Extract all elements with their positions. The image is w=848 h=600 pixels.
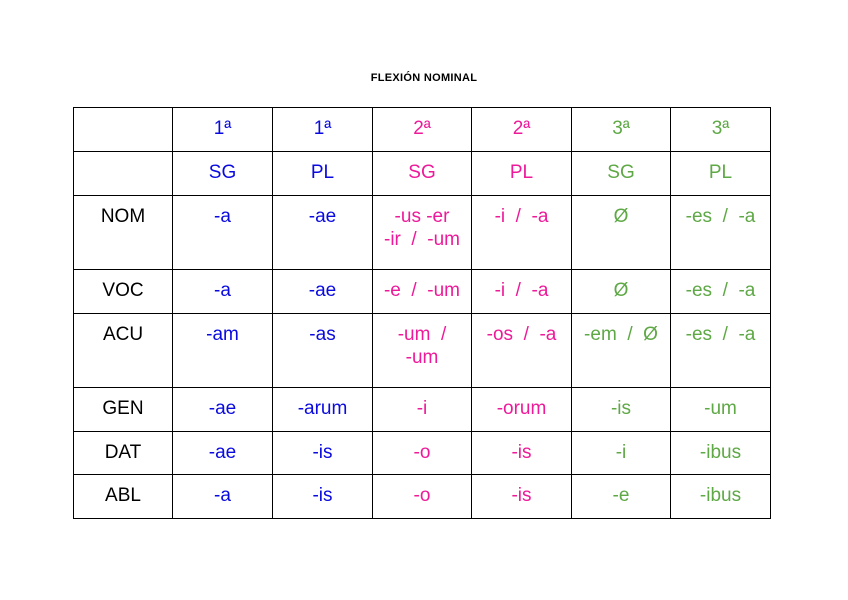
ending-cell — [671, 270, 771, 314]
ending-text: -us -er — [394, 206, 450, 227]
table-row — [74, 314, 771, 388]
ending-text: -ae — [208, 398, 237, 419]
ending-cell — [572, 388, 671, 432]
ending-text: -i / -a — [494, 280, 549, 301]
ending-cell — [572, 475, 671, 519]
ending-text: -is — [312, 485, 333, 506]
declension-header-cell: 1ª — [273, 108, 373, 152]
ending-text: Ø — [613, 280, 629, 301]
ending-cell — [373, 475, 472, 519]
ending-text: -is — [312, 442, 333, 463]
ending-text: -is — [610, 398, 632, 419]
ending-text: -e — [612, 485, 630, 506]
case-label: VOC — [102, 280, 144, 301]
ending-cell — [671, 475, 771, 519]
ending-cell — [472, 475, 572, 519]
ending-text: -i — [615, 442, 627, 463]
ending-cell — [472, 270, 572, 314]
ending-text: -es / -a — [685, 280, 756, 301]
ending-text: -es / -a — [685, 324, 756, 345]
ending-text: -ibus — [699, 485, 742, 506]
ending-cell — [273, 314, 373, 388]
corner-cell — [74, 152, 173, 196]
ending-text: -is — [511, 442, 532, 463]
ending-text: -i — [416, 398, 428, 419]
ending-cell — [173, 432, 273, 475]
ending-text: -as — [309, 324, 336, 345]
ending-cell — [173, 196, 273, 270]
case-label: GEN — [102, 398, 144, 419]
case-label-cell — [74, 270, 173, 314]
declension-header-cell: 2ª — [472, 108, 572, 152]
number-header-cell: PL — [671, 152, 771, 196]
ending-text: -um — [405, 347, 439, 368]
ending-text: -i / -a — [494, 206, 549, 227]
number-header-cell: SG — [373, 152, 472, 196]
ending-text: -a — [214, 206, 231, 227]
ending-cell — [273, 432, 373, 475]
ending-cell — [273, 388, 373, 432]
ending-cell — [273, 196, 373, 270]
ending-cell — [572, 270, 671, 314]
number-header-cell: SG — [173, 152, 273, 196]
header-row-number — [74, 152, 771, 196]
ending-text: -a — [214, 485, 231, 506]
page-title: FLEXIÓN NOMINAL — [370, 72, 478, 84]
ending-text: -ibus — [699, 442, 742, 463]
ending-cell — [273, 270, 373, 314]
case-label-cell — [74, 432, 173, 475]
case-label: ABL — [105, 485, 141, 506]
ending-cell — [373, 270, 472, 314]
ending-cell — [572, 196, 671, 270]
ending-text: -os / -a — [486, 324, 557, 345]
ending-text: -um / — [397, 324, 447, 345]
ending-text: -em / Ø — [584, 324, 658, 345]
ending-text: Ø — [613, 206, 629, 227]
case-label-cell — [74, 196, 173, 270]
table-body — [74, 196, 771, 519]
table-row — [74, 196, 771, 270]
ending-text: -ir / -um — [384, 229, 460, 250]
ending-text: -a — [214, 280, 231, 301]
ending-cell — [373, 432, 472, 475]
table-row — [74, 270, 771, 314]
ending-cell — [572, 314, 671, 388]
ending-cell — [472, 196, 572, 270]
table-row — [74, 388, 771, 432]
case-label: NOM — [100, 206, 146, 227]
ending-text: -es / -a — [685, 206, 756, 227]
ending-cell — [472, 388, 572, 432]
ending-text: -o — [413, 485, 431, 506]
number-header-cell: PL — [472, 152, 572, 196]
table-row — [74, 475, 771, 519]
ending-text: -ae — [308, 206, 337, 227]
ending-cell — [671, 388, 771, 432]
declension-header-cell: 3ª — [572, 108, 671, 152]
ending-text: -orum — [496, 398, 547, 419]
ending-text: -am — [206, 324, 239, 345]
ending-cell — [173, 314, 273, 388]
ending-cell — [373, 388, 472, 432]
ending-cell — [671, 314, 771, 388]
ending-text: -um — [704, 398, 737, 419]
ending-cell — [173, 388, 273, 432]
corner-cell — [74, 108, 173, 152]
ending-text: -o — [413, 442, 431, 463]
declension-header-cell: 1ª — [173, 108, 273, 152]
number-header-cell: SG — [572, 152, 671, 196]
ending-cell — [572, 432, 671, 475]
case-label-cell — [74, 388, 173, 432]
ending-text: -ae — [308, 280, 337, 301]
case-label-cell — [74, 475, 173, 519]
declension-header-cell: 2ª — [373, 108, 472, 152]
ending-cell — [273, 475, 373, 519]
ending-text: -ae — [208, 442, 237, 463]
header-row-declension — [74, 108, 771, 152]
case-label: ACU — [102, 324, 144, 345]
ending-cell — [173, 475, 273, 519]
ending-cell — [472, 432, 572, 475]
table-row — [74, 432, 771, 475]
ending-text: -arum — [297, 398, 348, 419]
ending-cell — [373, 314, 472, 388]
ending-cell — [671, 432, 771, 475]
case-label: DAT — [104, 442, 142, 463]
declension-header-cell: 3ª — [671, 108, 771, 152]
number-header-cell: PL — [273, 152, 373, 196]
ending-cell — [373, 196, 472, 270]
case-label-cell — [74, 314, 173, 388]
ending-cell — [671, 196, 771, 270]
ending-text: -e / -um — [383, 280, 460, 301]
declension-table — [73, 107, 771, 519]
ending-cell — [472, 314, 572, 388]
ending-cell — [173, 270, 273, 314]
ending-text: -is — [511, 485, 532, 506]
